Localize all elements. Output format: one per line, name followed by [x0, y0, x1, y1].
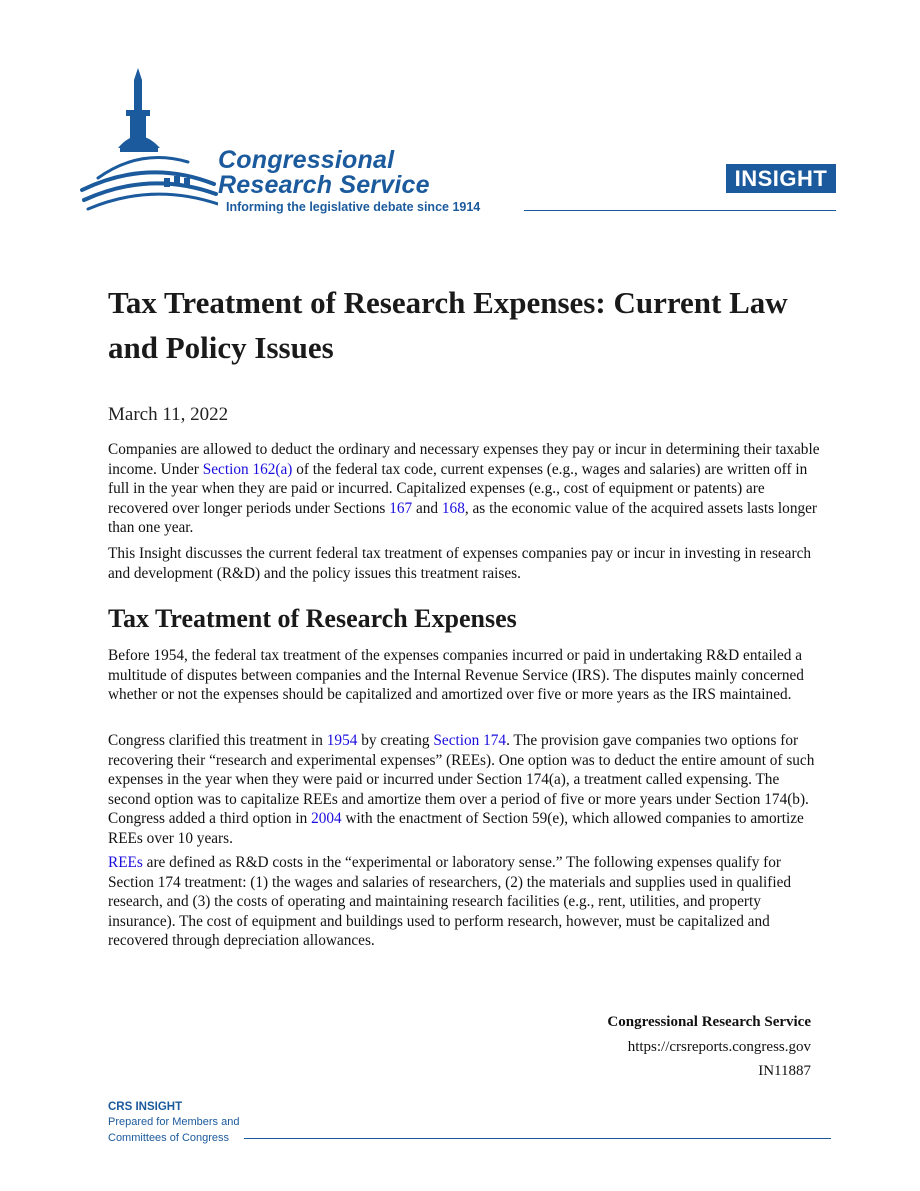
org-name-line1: Congressional: [218, 146, 395, 174]
body-paragraph-4: Congress clarified this treatment in 1954 by creating Section 174. The provision gave companies two options for recovering their “research and experimental expenses” (REEs). One option was to deduct the entire amount of such expenses in the year when they were paid or incurred under Section 174(a), a treatment called expensing. The second option was to capitalize REEs and amortize them over a period of five or more years under Section 174(b). Congress added a third option in 2004 with the enactment of Section 59(e), which allowed companies to amortize REEs over 10 years.: [108, 732, 815, 847]
footer-url[interactable]: https://crsreports.congress.gov: [627, 1039, 811, 1055]
inline-link[interactable]: 167: [389, 499, 413, 517]
document-title: Tax Treatment of Research Expenses: Current Law and Policy Issues: [108, 285, 788, 365]
inline-link[interactable]: Section 174: [433, 732, 507, 749]
footer-crs-insight-label: CRS INSIGHT: [108, 1101, 183, 1113]
body-paragraph-5: REEs are defined as R&D costs in the “experimental or laboratory sense.” The following expenses qualify for Section 174 treatment: (1) the wages and salaries of researchers, (2) the materials and supplies used in qualified research, and (3) the costs of operating and maintaining research facilities (e.g., rent, utilities, and property insurance). The cost of equipment and buildings used to perform research, however, must be capitalized and recovered through depreciation allowances.: [108, 854, 792, 950]
tagline-rule: [524, 210, 836, 211]
body-paragraph-1: Companies are allowed to deduct the ordinary and necessary expenses they pay or incur in determining their taxable income. Under Section 162(a) of the federal tax code, current expenses (e.g., wages and salaries) are written off in full in the year when they are paid or incurred. Capitalized expenses (e.g., cost of equipment or patents) are recovered over longer periods under Sections 167 and 168, as the economic value of the acquired assets lasts longer than one year.: [108, 441, 820, 537]
publication-date: March 11, 2022: [108, 404, 229, 425]
section-heading: Tax Treatment of Research Expenses: [108, 604, 517, 633]
footer-report-id: IN11887: [758, 1063, 811, 1079]
body-paragraph-3: Before 1954, the federal tax treatment of the expenses companies incurred or paid in undertaking R&D entailed a multitude of disputes between companies and the Internal Revenue Service (IRS). The disputes mainly concerned whether or not the expenses should be capitalized and amortized over five or more years as the IRS maintained.: [108, 647, 804, 704]
inline-link[interactable]: 168: [441, 499, 465, 517]
footer-prepared-line2: Committees of Congress: [108, 1132, 230, 1144]
body-paragraph-2: This Insight discusses the current federal tax treatment of expenses companies pay or incur in investing in research and development (R&D) and the policy issues this treatment raises.: [108, 545, 812, 582]
inline-link[interactable]: Section 162(a): [202, 460, 293, 478]
insight-badge: INSIGHT: [726, 164, 836, 193]
footer-org-name: Congressional Research Service: [607, 1014, 811, 1030]
inline-link[interactable]: REEs: [108, 854, 143, 871]
tagline: Informing the legislative debate since 1914: [226, 200, 481, 214]
org-name-line2: Research Service: [218, 171, 430, 199]
capitol-dome-logo: [78, 66, 218, 216]
footer-prepared-line1: Prepared for Members and: [108, 1116, 240, 1128]
inline-link[interactable]: 1954: [326, 732, 358, 749]
inline-link[interactable]: 2004: [311, 810, 342, 828]
footer-rule: [244, 1138, 831, 1139]
